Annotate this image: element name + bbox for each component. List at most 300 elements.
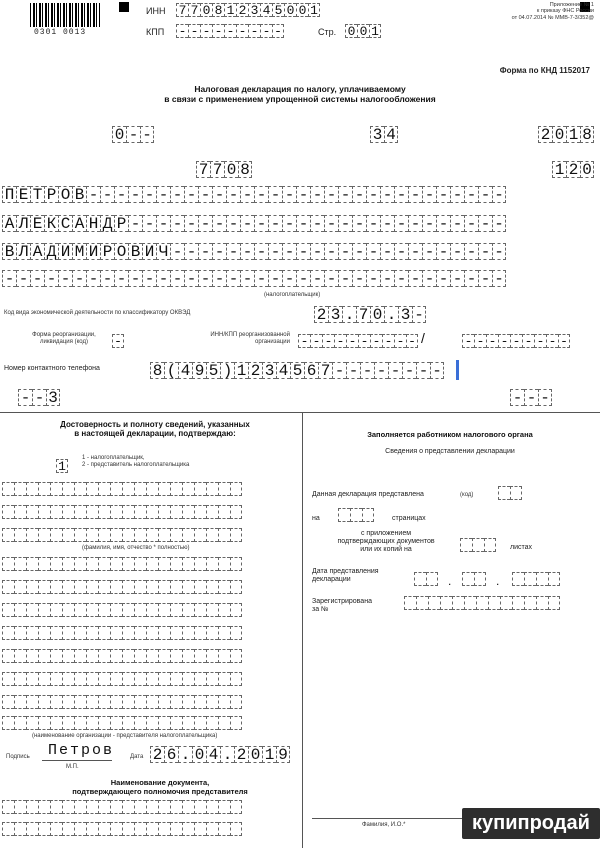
char-cell[interactable]: [488, 596, 500, 610]
char-cell[interactable]: [26, 603, 38, 617]
char-cell[interactable]: [62, 822, 74, 836]
char-cell[interactable]: -: [436, 215, 450, 232]
char-cell[interactable]: -: [114, 270, 128, 287]
char-cell[interactable]: -: [268, 186, 282, 203]
char-cell[interactable]: [14, 672, 26, 686]
char-cell[interactable]: [182, 557, 194, 571]
char-cell[interactable]: [98, 672, 110, 686]
char-cell[interactable]: [146, 505, 158, 519]
char-cell[interactable]: [50, 695, 62, 709]
char-cell[interactable]: [230, 482, 242, 496]
char-cell[interactable]: [110, 626, 122, 640]
char-cell[interactable]: [26, 580, 38, 594]
char-cell[interactable]: -: [422, 270, 436, 287]
char-cell[interactable]: 4: [260, 3, 272, 17]
char-cell[interactable]: [146, 649, 158, 663]
char-cell[interactable]: [194, 822, 206, 836]
char-cell[interactable]: [62, 626, 74, 640]
char-cell[interactable]: [426, 572, 438, 586]
char-cell[interactable]: -: [436, 270, 450, 287]
char-cell[interactable]: П: [2, 186, 16, 203]
char-cell[interactable]: [50, 800, 62, 814]
char-cell[interactable]: -: [522, 334, 534, 348]
char-cell[interactable]: [230, 557, 242, 571]
char-cell[interactable]: Е: [30, 215, 44, 232]
char-cell[interactable]: [218, 695, 230, 709]
char-cell[interactable]: [86, 505, 98, 519]
char-cell[interactable]: [122, 672, 134, 686]
org-line-4[interactable]: [2, 626, 242, 640]
char-cell[interactable]: -: [394, 215, 408, 232]
char-cell[interactable]: -: [406, 334, 418, 348]
char-cell[interactable]: Ч: [156, 243, 170, 260]
char-cell[interactable]: -: [408, 270, 422, 287]
char-cell[interactable]: [182, 626, 194, 640]
char-cell[interactable]: -: [298, 334, 310, 348]
char-cell[interactable]: -: [226, 243, 240, 260]
char-cell[interactable]: -: [128, 215, 142, 232]
char-cell[interactable]: [460, 538, 472, 552]
char-cell[interactable]: [50, 626, 62, 640]
char-cell[interactable]: [26, 800, 38, 814]
char-cell[interactable]: [74, 716, 86, 730]
char-cell[interactable]: [134, 505, 146, 519]
char-cell[interactable]: [218, 822, 230, 836]
char-cell[interactable]: 1: [234, 362, 248, 379]
char-cell[interactable]: [26, 482, 38, 496]
char-cell[interactable]: [38, 580, 50, 594]
char-cell[interactable]: [98, 580, 110, 594]
char-cell[interactable]: [194, 505, 206, 519]
char-cell[interactable]: -: [380, 186, 394, 203]
char-cell[interactable]: 1: [308, 3, 320, 17]
char-cell[interactable]: -: [44, 270, 58, 287]
char-cell[interactable]: [158, 505, 170, 519]
char-cell[interactable]: [134, 822, 146, 836]
char-cell[interactable]: [230, 649, 242, 663]
org-line-1[interactable]: [2, 557, 242, 571]
char-cell[interactable]: [2, 800, 14, 814]
char-cell[interactable]: -: [346, 334, 358, 348]
org-line-8[interactable]: [2, 716, 242, 730]
char-cell[interactable]: -: [142, 186, 156, 203]
char-cell[interactable]: 4: [206, 746, 220, 763]
char-cell[interactable]: [170, 557, 182, 571]
char-cell[interactable]: [182, 603, 194, 617]
char-cell[interactable]: [14, 603, 26, 617]
char-cell[interactable]: [122, 528, 134, 542]
char-cell[interactable]: 7: [210, 161, 224, 178]
char-cell[interactable]: 0: [200, 3, 212, 17]
char-cell[interactable]: -: [254, 186, 268, 203]
char-cell[interactable]: -: [226, 215, 240, 232]
char-cell[interactable]: -: [254, 243, 268, 260]
char-cell[interactable]: [230, 505, 242, 519]
char-cell[interactable]: [2, 482, 14, 496]
char-cell[interactable]: [122, 482, 134, 496]
char-cell[interactable]: [86, 603, 98, 617]
char-cell[interactable]: [170, 716, 182, 730]
char-cell[interactable]: [110, 528, 122, 542]
char-cell[interactable]: [484, 538, 496, 552]
char-cell[interactable]: -: [366, 243, 380, 260]
char-cell[interactable]: -: [310, 243, 324, 260]
char-cell[interactable]: -: [268, 243, 282, 260]
char-cell[interactable]: [170, 580, 182, 594]
char-cell[interactable]: [206, 672, 218, 686]
char-cell[interactable]: [26, 695, 38, 709]
char-cell[interactable]: А: [72, 215, 86, 232]
char-cell[interactable]: -: [338, 186, 352, 203]
char-cell[interactable]: -: [322, 334, 334, 348]
pages-cells[interactable]: [338, 508, 374, 522]
char-cell[interactable]: [122, 505, 134, 519]
char-cell[interactable]: [38, 649, 50, 663]
char-cell[interactable]: [134, 649, 146, 663]
char-cell[interactable]: -: [310, 334, 322, 348]
char-cell[interactable]: [338, 508, 350, 522]
char-cell[interactable]: -: [366, 186, 380, 203]
char-cell[interactable]: [158, 528, 170, 542]
taxpayer-line-3[interactable]: [2, 243, 506, 260]
char-cell[interactable]: [74, 580, 86, 594]
char-cell[interactable]: [206, 695, 218, 709]
char-cell[interactable]: [218, 800, 230, 814]
char-cell[interactable]: [86, 528, 98, 542]
pages-count-cells[interactable]: [18, 389, 60, 406]
doc-line-1[interactable]: [2, 800, 242, 814]
taxpayer-line-2[interactable]: [2, 215, 506, 232]
char-cell[interactable]: [362, 508, 374, 522]
char-cell[interactable]: -: [324, 215, 338, 232]
char-cell[interactable]: 2: [234, 746, 248, 763]
char-cell[interactable]: [182, 649, 194, 663]
char-cell[interactable]: -: [464, 186, 478, 203]
char-cell[interactable]: -: [268, 215, 282, 232]
char-cell[interactable]: -: [366, 270, 380, 287]
char-cell[interactable]: А: [30, 243, 44, 260]
char-cell[interactable]: [230, 822, 242, 836]
char-cell[interactable]: [206, 649, 218, 663]
char-cell[interactable]: 0: [224, 161, 238, 178]
char-cell[interactable]: [2, 716, 14, 730]
char-cell[interactable]: О: [58, 186, 72, 203]
char-cell[interactable]: [62, 716, 74, 730]
char-cell[interactable]: [50, 649, 62, 663]
char-cell[interactable]: Л: [16, 215, 30, 232]
char-cell[interactable]: -: [370, 334, 382, 348]
char-cell[interactable]: -: [558, 334, 570, 348]
char-cell[interactable]: -: [272, 24, 284, 38]
char-cell[interactable]: [158, 580, 170, 594]
char-cell[interactable]: -: [546, 334, 558, 348]
char-cell[interactable]: [206, 580, 218, 594]
char-cell[interactable]: 5: [206, 362, 220, 379]
char-cell[interactable]: -: [492, 186, 506, 203]
char-cell[interactable]: -: [212, 186, 226, 203]
char-cell[interactable]: [134, 695, 146, 709]
char-cell[interactable]: [26, 626, 38, 640]
inn-cells[interactable]: [176, 3, 320, 17]
char-cell[interactable]: [74, 649, 86, 663]
char-cell[interactable]: -: [212, 243, 226, 260]
char-cell[interactable]: 8: [150, 362, 164, 379]
char-cell[interactable]: -: [462, 334, 474, 348]
char-cell[interactable]: -: [360, 362, 374, 379]
char-cell[interactable]: 9: [276, 746, 290, 763]
char-cell[interactable]: -: [240, 186, 254, 203]
char-cell[interactable]: -: [478, 215, 492, 232]
char-cell[interactable]: [218, 482, 230, 496]
char-cell[interactable]: -: [366, 215, 380, 232]
char-cell[interactable]: [74, 822, 86, 836]
char-cell[interactable]: -: [170, 243, 184, 260]
char-cell[interactable]: -: [450, 186, 464, 203]
char-cell[interactable]: [50, 580, 62, 594]
char-cell[interactable]: -: [324, 270, 338, 287]
char-cell[interactable]: -: [296, 215, 310, 232]
char-cell[interactable]: Н: [86, 215, 100, 232]
char-cell[interactable]: -: [346, 362, 360, 379]
char-cell[interactable]: [194, 557, 206, 571]
char-cell[interactable]: -: [436, 243, 450, 260]
kpp-cells[interactable]: [176, 24, 284, 38]
org-line-3[interactable]: [2, 603, 242, 617]
char-cell[interactable]: -: [16, 270, 30, 287]
char-cell[interactable]: -: [18, 389, 32, 406]
char-cell[interactable]: [122, 580, 134, 594]
char-cell[interactable]: [194, 672, 206, 686]
char-cell[interactable]: [158, 716, 170, 730]
char-cell[interactable]: -: [310, 270, 324, 287]
char-cell[interactable]: [98, 822, 110, 836]
char-cell[interactable]: (: [164, 362, 178, 379]
submission-month-cells[interactable]: [462, 572, 486, 586]
char-cell[interactable]: [50, 822, 62, 836]
char-cell[interactable]: -: [114, 186, 128, 203]
char-cell[interactable]: [158, 672, 170, 686]
char-cell[interactable]: -: [184, 215, 198, 232]
char-cell[interactable]: [14, 528, 26, 542]
char-cell[interactable]: .: [342, 306, 356, 323]
char-cell[interactable]: [230, 716, 242, 730]
char-cell[interactable]: [14, 649, 26, 663]
char-cell[interactable]: -: [352, 215, 366, 232]
char-cell[interactable]: [2, 603, 14, 617]
char-cell[interactable]: -: [236, 24, 248, 38]
char-cell[interactable]: [158, 626, 170, 640]
char-cell[interactable]: 1: [224, 3, 236, 17]
char-cell[interactable]: 0: [345, 24, 357, 38]
char-cell[interactable]: [110, 695, 122, 709]
char-cell[interactable]: 7: [318, 362, 332, 379]
char-cell[interactable]: [170, 672, 182, 686]
char-cell[interactable]: -: [240, 215, 254, 232]
char-cell[interactable]: -: [510, 389, 524, 406]
char-cell[interactable]: -: [352, 243, 366, 260]
char-cell[interactable]: -: [170, 186, 184, 203]
char-cell[interactable]: [14, 716, 26, 730]
char-cell[interactable]: Р: [44, 186, 58, 203]
char-cell[interactable]: -: [450, 215, 464, 232]
char-cell[interactable]: [2, 557, 14, 571]
char-cell[interactable]: М: [72, 243, 86, 260]
char-cell[interactable]: [230, 580, 242, 594]
char-cell[interactable]: -: [200, 24, 212, 38]
char-cell[interactable]: -: [226, 270, 240, 287]
char-cell[interactable]: -: [334, 334, 346, 348]
char-cell[interactable]: [62, 603, 74, 617]
char-cell[interactable]: [194, 716, 206, 730]
char-cell[interactable]: [134, 800, 146, 814]
char-cell[interactable]: -: [184, 243, 198, 260]
char-cell[interactable]: [500, 596, 512, 610]
char-cell[interactable]: [170, 695, 182, 709]
char-cell[interactable]: -: [430, 362, 444, 379]
place-code-cells[interactable]: [552, 161, 594, 178]
submission-year-cells[interactable]: [512, 572, 560, 586]
char-cell[interactable]: [86, 695, 98, 709]
char-cell[interactable]: [50, 482, 62, 496]
char-cell[interactable]: [86, 626, 98, 640]
char-cell[interactable]: [50, 528, 62, 542]
char-cell[interactable]: [206, 505, 218, 519]
char-cell[interactable]: С: [58, 215, 72, 232]
char-cell[interactable]: 1: [262, 746, 276, 763]
char-cell[interactable]: [62, 580, 74, 594]
char-cell[interactable]: [14, 505, 26, 519]
char-cell[interactable]: -: [282, 270, 296, 287]
char-cell[interactable]: [182, 695, 194, 709]
reorg-kpp-cells[interactable]: [462, 334, 570, 348]
year-cells[interactable]: [538, 126, 594, 143]
char-cell[interactable]: [14, 482, 26, 496]
char-cell[interactable]: -: [352, 270, 366, 287]
char-cell[interactable]: 4: [178, 362, 192, 379]
char-cell[interactable]: [122, 649, 134, 663]
char-cell[interactable]: [110, 672, 122, 686]
char-cell[interactable]: О: [114, 243, 128, 260]
char-cell[interactable]: -: [380, 270, 394, 287]
char-cell[interactable]: [404, 596, 416, 610]
char-cell[interactable]: -: [382, 334, 394, 348]
char-cell[interactable]: 2: [538, 126, 552, 143]
char-cell[interactable]: [524, 596, 536, 610]
char-cell[interactable]: -: [156, 270, 170, 287]
char-cell[interactable]: -: [450, 270, 464, 287]
char-cell[interactable]: -: [282, 243, 296, 260]
char-cell[interactable]: [182, 716, 194, 730]
char-cell[interactable]: [230, 695, 242, 709]
char-cell[interactable]: [218, 557, 230, 571]
char-cell[interactable]: 3: [398, 306, 412, 323]
char-cell[interactable]: [74, 695, 86, 709]
char-cell[interactable]: Т: [30, 186, 44, 203]
char-cell[interactable]: [146, 822, 158, 836]
char-cell[interactable]: -: [100, 186, 114, 203]
char-cell[interactable]: [74, 528, 86, 542]
char-cell[interactable]: [62, 672, 74, 686]
char-cell[interactable]: [134, 482, 146, 496]
char-cell[interactable]: 5: [290, 362, 304, 379]
char-cell[interactable]: [38, 800, 50, 814]
char-cell[interactable]: -: [412, 306, 426, 323]
char-cell[interactable]: Л: [16, 243, 30, 260]
char-cell[interactable]: -: [408, 186, 422, 203]
char-cell[interactable]: [134, 528, 146, 542]
char-cell[interactable]: -: [478, 186, 492, 203]
char-cell[interactable]: 0: [580, 161, 594, 178]
char-cell[interactable]: [26, 528, 38, 542]
char-cell[interactable]: 3: [328, 306, 342, 323]
char-cell[interactable]: [38, 505, 50, 519]
char-cell[interactable]: [62, 800, 74, 814]
char-cell[interactable]: -: [464, 243, 478, 260]
char-cell[interactable]: -: [338, 270, 352, 287]
char-cell[interactable]: [74, 800, 86, 814]
char-cell[interactable]: [182, 800, 194, 814]
char-cell[interactable]: -: [422, 215, 436, 232]
char-cell[interactable]: -: [126, 126, 140, 143]
org-line-6[interactable]: [2, 672, 242, 686]
char-cell[interactable]: 0: [248, 746, 262, 763]
char-cell[interactable]: -: [538, 389, 552, 406]
char-cell[interactable]: [524, 572, 536, 586]
char-cell[interactable]: [218, 580, 230, 594]
char-cell[interactable]: -: [388, 362, 402, 379]
char-cell[interactable]: [134, 557, 146, 571]
char-cell[interactable]: [146, 603, 158, 617]
char-cell[interactable]: [146, 580, 158, 594]
char-cell[interactable]: [146, 800, 158, 814]
char-cell[interactable]: [86, 482, 98, 496]
char-cell[interactable]: [158, 800, 170, 814]
char-cell[interactable]: [170, 822, 182, 836]
char-cell[interactable]: В: [2, 243, 16, 260]
char-cell[interactable]: [194, 580, 206, 594]
char-cell[interactable]: -: [478, 243, 492, 260]
char-cell[interactable]: [86, 716, 98, 730]
char-cell[interactable]: -: [240, 243, 254, 260]
char-cell[interactable]: [98, 626, 110, 640]
char-cell[interactable]: [218, 505, 230, 519]
char-cell[interactable]: -: [32, 389, 46, 406]
char-cell[interactable]: [86, 822, 98, 836]
char-cell[interactable]: 2: [150, 746, 164, 763]
char-cell[interactable]: [206, 482, 218, 496]
char-cell[interactable]: -: [198, 243, 212, 260]
char-cell[interactable]: -: [170, 215, 184, 232]
taxpayer-line-1[interactable]: [2, 186, 506, 203]
char-cell[interactable]: -: [352, 186, 366, 203]
char-cell[interactable]: 6: [304, 362, 318, 379]
char-cell[interactable]: [194, 695, 206, 709]
char-cell[interactable]: [510, 486, 522, 500]
org-line-2[interactable]: [2, 580, 242, 594]
char-cell[interactable]: [464, 596, 476, 610]
char-cell[interactable]: 3: [46, 389, 60, 406]
char-cell[interactable]: -: [478, 270, 492, 287]
char-cell[interactable]: [206, 528, 218, 542]
char-cell[interactable]: 2: [566, 161, 580, 178]
char-cell[interactable]: -: [338, 243, 352, 260]
char-cell[interactable]: [170, 626, 182, 640]
signer-code-cell[interactable]: [56, 459, 68, 473]
char-cell[interactable]: [26, 649, 38, 663]
char-cell[interactable]: -: [492, 215, 506, 232]
submission-day-cells[interactable]: [414, 572, 438, 586]
char-cell[interactable]: [38, 482, 50, 496]
